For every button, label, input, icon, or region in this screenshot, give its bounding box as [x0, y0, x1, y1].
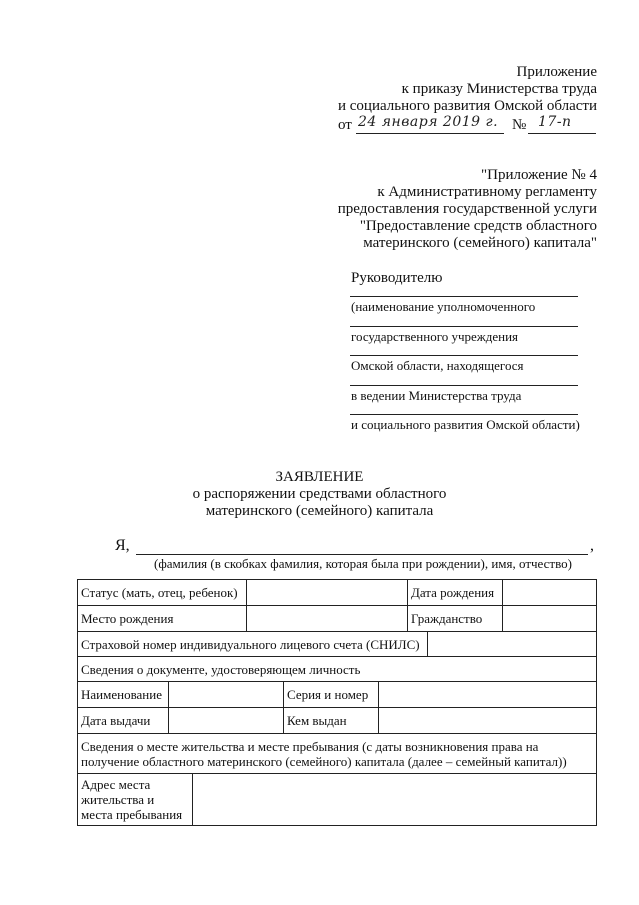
series-number-value[interactable] [379, 682, 597, 708]
status-table [77, 579, 597, 632]
doc-name-value[interactable] [169, 682, 284, 708]
addressee-text-4: в ведении Министерства труда [351, 388, 522, 403]
series-number-label: Серия и номер [284, 682, 379, 708]
birth-place-label: Место рождения [78, 606, 247, 632]
birth-place-value[interactable] [247, 606, 408, 632]
addressee-title: Руководителю [351, 270, 443, 286]
citizenship-label: Гражданство [408, 606, 503, 632]
birth-date-value[interactable] [503, 580, 597, 606]
residence-info-header: Сведения о месте жительства и месте пребывания (с даты возникновения права на получение областного материнского (семейного) капитала (далее – семейный капитал)) [78, 734, 597, 774]
statement-subtitle-1: о распоряжении средствами областного [192, 486, 447, 502]
appendix4-line3: предоставления государственной услуги [337, 201, 597, 217]
id-doc-header: Сведения о документе, удостоверяющем личность [78, 657, 597, 682]
issued-by-value[interactable] [379, 708, 597, 734]
birth-date-label: Дата рождения [408, 580, 503, 606]
addressee-line [350, 326, 578, 327]
name-comma: , [590, 537, 594, 554]
address-label: Адрес места жительства и места пребывания [78, 774, 193, 826]
i-prefix: Я, [115, 537, 130, 554]
snils-value[interactable] [428, 632, 597, 657]
addressee-text-3: Омской области, находящегося [351, 358, 524, 373]
issued-by-label: Кем выдан [284, 708, 379, 734]
appendix4-line1: "Приложение № 4 [481, 167, 597, 183]
addressee-line [350, 296, 578, 297]
addressee-line [350, 385, 578, 386]
doc-name-label: Наименование [78, 682, 169, 708]
addressee-text-1: (наименование уполномоченного [351, 299, 536, 314]
addressee-line [350, 414, 578, 415]
statement-title: ЗАЯВЛЕНИЕ [275, 469, 364, 485]
appendix4-line4: "Предоставление средств областного [359, 218, 597, 234]
appendix4-line5: материнского (семейного) капитала" [363, 235, 597, 251]
addressee-text-5: и социального развития Омской области) [351, 417, 580, 432]
address-value[interactable] [193, 774, 597, 826]
number-prefix: № [512, 117, 527, 133]
from-prefix: от [338, 117, 352, 133]
addressee-line [350, 355, 578, 356]
status-value[interactable] [247, 580, 408, 606]
issue-date-label: Дата выдачи [78, 708, 169, 734]
status-label: Статус (мать, отец, ребенок) [78, 580, 247, 606]
name-hint: (фамилия (в скобках фамилия, которая была при рождении), имя, отчество) [154, 556, 572, 571]
appendix-label: Приложение [516, 64, 597, 80]
applicant-name-field [136, 537, 588, 555]
snils-label: Страховой номер индивидуального лицевого счета (СНИЛС) [78, 632, 428, 657]
statement-subtitle-2: материнского (семейного) капитала [205, 503, 434, 519]
ministry-name: и социального развития Омской области [337, 98, 597, 114]
order-reference: к приказу Министерства труда [401, 81, 597, 97]
number-handwritten: 17-п [538, 114, 572, 130]
snils-table [77, 631, 597, 657]
applicant-form [77, 579, 597, 826]
appendix4-line2: к Административному регламенту [377, 184, 597, 200]
citizenship-value[interactable] [503, 606, 597, 632]
order-date-line [338, 116, 598, 136]
issue-date-value[interactable] [169, 708, 284, 734]
id-document-table [77, 656, 597, 734]
residence-table [77, 733, 597, 826]
addressee-text-2: государственного учреждения [351, 329, 519, 344]
date-handwritten: 24 января 2019 г. [358, 114, 499, 130]
